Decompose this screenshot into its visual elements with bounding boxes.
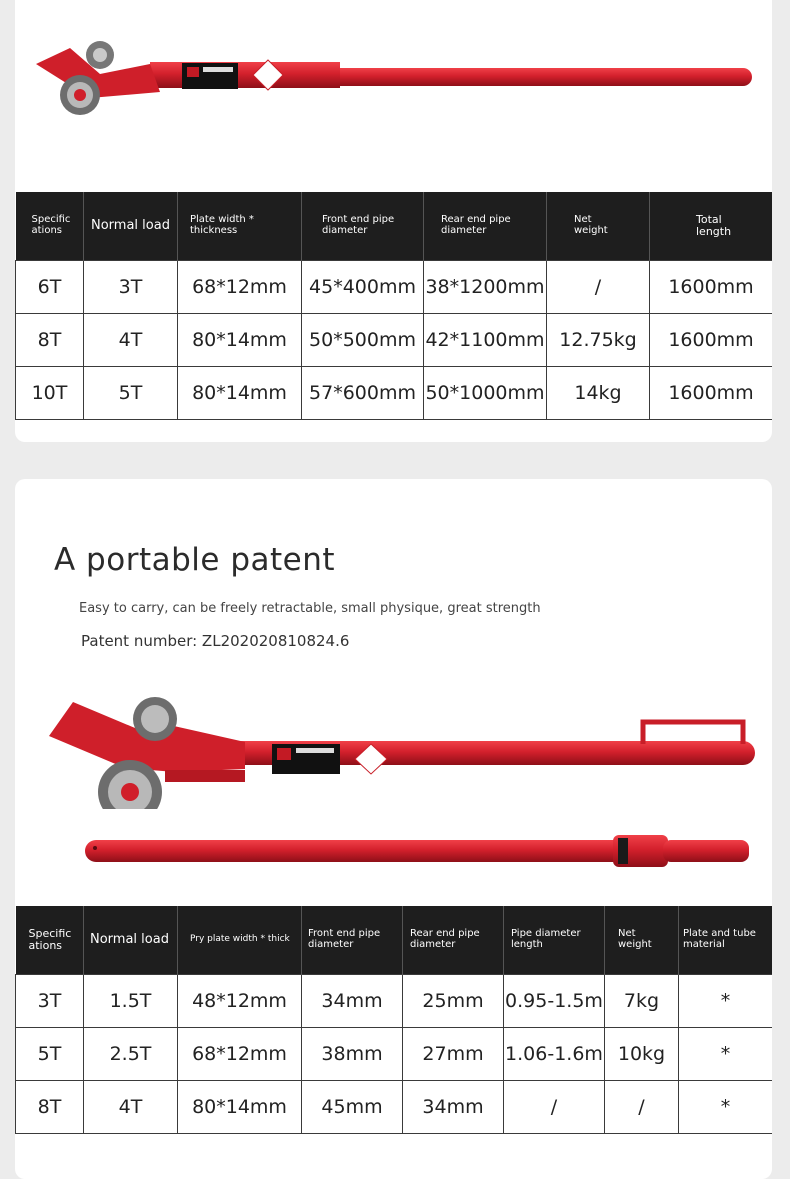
header-text: Front end pipe diameter xyxy=(308,928,381,950)
cell-front-pipe: 57*600mm xyxy=(302,366,424,419)
cell-load: 4T xyxy=(84,1080,178,1133)
table-row xyxy=(16,974,773,1027)
cell-load: 4T xyxy=(84,313,178,366)
header-rear-pipe xyxy=(403,906,504,974)
cell-rear-pipe: 25mm xyxy=(403,974,504,1027)
header-normal-load xyxy=(84,906,178,974)
cell-front-pipe: 50*500mm xyxy=(302,313,424,366)
cell-length: 1600mm xyxy=(650,366,773,419)
header-text: Pipe diameter length xyxy=(511,928,581,950)
header-text: Plate and tube material xyxy=(683,928,756,950)
cell-plate: 68*12mm xyxy=(178,1027,302,1080)
cell-pipe-length: 0.95-1.5m xyxy=(504,974,605,1027)
table-row xyxy=(16,313,773,366)
table-header-row xyxy=(16,192,773,260)
header-text: Pry plate width * thick xyxy=(190,934,290,945)
cell-length: 1600mm xyxy=(650,260,773,313)
cell-material: * xyxy=(679,1080,773,1133)
header-pry-plate xyxy=(178,906,302,974)
header-front-pipe xyxy=(302,906,403,974)
header-plate-width xyxy=(178,192,302,260)
cell-weight: / xyxy=(605,1080,679,1133)
cell-weight: 14kg xyxy=(547,366,650,419)
cell-load: 5T xyxy=(84,366,178,419)
cell-spec: 8T xyxy=(16,313,84,366)
header-text: Front end pipe diameter xyxy=(322,214,395,236)
cell-spec: 6T xyxy=(16,260,84,313)
cell-rear-pipe: 34mm xyxy=(403,1080,504,1133)
spec-table-1 xyxy=(15,192,772,420)
cell-plate: 80*14mm xyxy=(178,366,302,419)
cell-plate: 68*12mm xyxy=(178,260,302,313)
extension-pipe-image xyxy=(83,834,753,870)
section-title: A portable patent xyxy=(54,542,336,578)
cell-rear-pipe: 38*1200mm xyxy=(424,260,547,313)
header-net-weight xyxy=(547,192,650,260)
cell-material: * xyxy=(679,974,773,1027)
cell-length: 1600mm xyxy=(650,313,773,366)
header-text: Specific ations xyxy=(31,214,71,236)
header-text: Net weight xyxy=(574,214,608,236)
header-total-length xyxy=(650,192,773,260)
cell-weight: 12.75kg xyxy=(547,313,650,366)
cell-plate: 48*12mm xyxy=(178,974,302,1027)
cell-load: 1.5T xyxy=(84,974,178,1027)
header-text: Total length xyxy=(696,213,732,238)
header-text: Rear end pipe diameter xyxy=(441,214,511,236)
header-rear-pipe xyxy=(424,192,547,260)
cell-load: 3T xyxy=(84,260,178,313)
crowbar-roller-image xyxy=(30,40,760,130)
cell-rear-pipe: 27mm xyxy=(403,1027,504,1080)
cell-weight: / xyxy=(547,260,650,313)
cell-plate: 80*14mm xyxy=(178,313,302,366)
header-text: Rear end pipe diameter xyxy=(410,928,480,950)
cell-rear-pipe: 42*1100mm xyxy=(424,313,547,366)
cell-front-pipe: 45mm xyxy=(302,1080,403,1133)
cell-plate: 80*14mm xyxy=(178,1080,302,1133)
table-row xyxy=(16,366,773,419)
cell-spec: 5T xyxy=(16,1027,84,1080)
header-net-weight xyxy=(605,906,679,974)
header-pipe-length xyxy=(504,906,605,974)
header-text: Net weight xyxy=(618,928,652,950)
cell-front-pipe: 34mm xyxy=(302,974,403,1027)
table-row xyxy=(16,1080,773,1133)
table-header-row xyxy=(16,906,773,974)
cell-front-pipe: 38mm xyxy=(302,1027,403,1080)
spec-card-1 xyxy=(15,0,772,442)
header-text: Normal load xyxy=(90,931,169,947)
header-text: Plate width * thickness xyxy=(190,214,254,236)
cell-front-pipe: 45*400mm xyxy=(302,260,424,313)
header-normal-load xyxy=(84,192,178,260)
cell-rear-pipe: 50*1000mm xyxy=(424,366,547,419)
header-specifications xyxy=(16,906,84,974)
patent-number: Patent number: ZL202020810824.6 xyxy=(81,632,350,650)
cell-load: 2.5T xyxy=(84,1027,178,1080)
spec-card-2 xyxy=(15,479,772,1179)
spec-table-2 xyxy=(15,906,772,1134)
cell-weight: 10kg xyxy=(605,1027,679,1080)
cell-spec: 8T xyxy=(16,1080,84,1133)
table-row xyxy=(16,1027,773,1080)
table-row xyxy=(16,260,773,313)
header-material xyxy=(679,906,773,974)
crowbar-roller-with-handle-image xyxy=(45,694,760,809)
cell-pipe-length: 1.06-1.6m xyxy=(504,1027,605,1080)
cell-pipe-length: / xyxy=(504,1080,605,1133)
header-text: Normal load xyxy=(91,217,170,233)
cell-spec: 10T xyxy=(16,366,84,419)
cell-spec: 3T xyxy=(16,974,84,1027)
header-front-pipe xyxy=(302,192,424,260)
header-specifications xyxy=(16,192,84,260)
header-text: Specific ations xyxy=(28,927,72,952)
section-subtitle: Easy to carry, can be freely retractable, small physique, great strength xyxy=(79,601,541,616)
cell-weight: 7kg xyxy=(605,974,679,1027)
cell-material: * xyxy=(679,1027,773,1080)
